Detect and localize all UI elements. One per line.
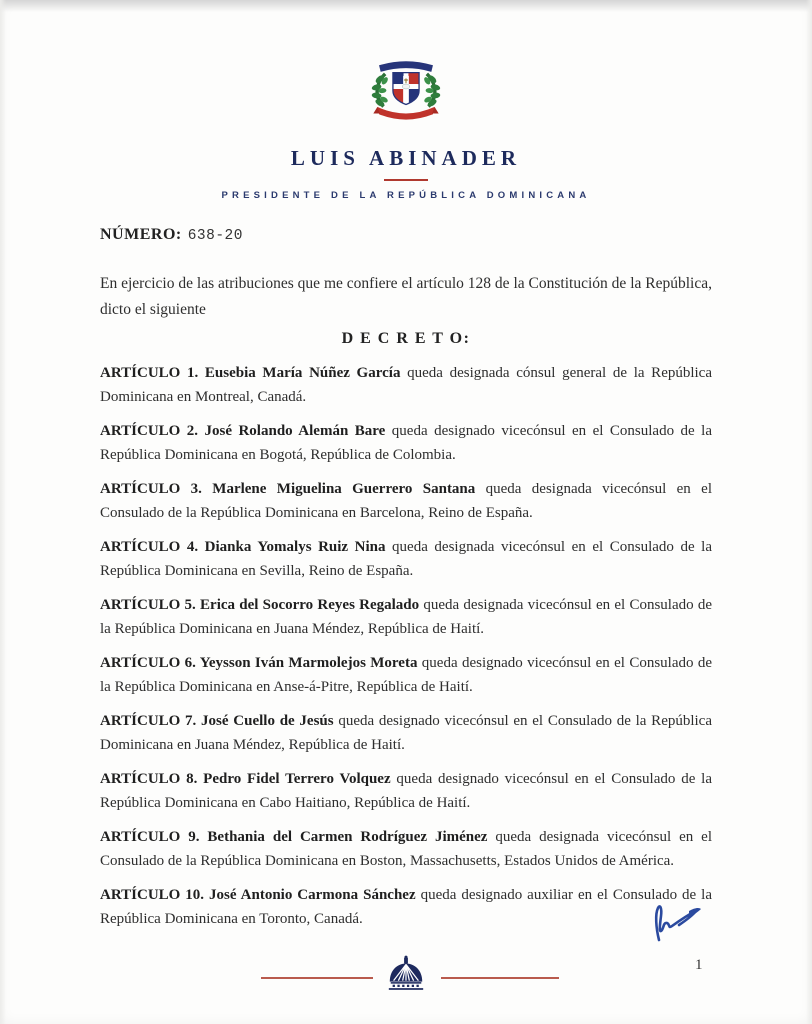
page-number: 1 [695, 957, 703, 973]
article-6 [100, 651, 712, 699]
article-9-body: queda designada vicecónsul en el Consulado de la República Dominicana en Boston, Massachusetts, Estados Unidos de América. [100, 829, 712, 869]
article-4-body: queda designada vicecónsul en el Consulado de la República Dominicana en Sevilla, Reino de España. [100, 539, 712, 579]
article-1 [100, 361, 712, 409]
decree-heading: D E C R E T O: [341, 330, 471, 347]
article-6-lead: ARTÍCULO 6. Yeysson Iván Marmolejos Moreta [100, 655, 418, 671]
president-name: LUIS ABINADER [290, 146, 522, 170]
decree-number-value: 638-20 [187, 228, 243, 244]
article-4 [100, 535, 712, 583]
president-title: PRESIDENTE DE LA REPÚBLICA DOMINICANA [221, 190, 591, 201]
footer-rule-right [441, 977, 559, 979]
scan-top-edge [0, 0, 812, 12]
signature-initials-icon [649, 896, 707, 948]
decree-number-label: NÚMERO: [100, 226, 182, 243]
decree-number [100, 226, 712, 244]
article-7-lead: ARTÍCULO 7. José Cuello de Jesús [100, 713, 334, 729]
article-1-body: queda designada cónsul general de la República Dominicana en Montreal, Canadá. [100, 365, 712, 405]
article-3-body: queda designada vicecónsul en el Consulado de la República Dominicana en Barcelona, Reino de España. [100, 481, 712, 521]
article-5-lead: ARTÍCULO 5. Erica del Socorro Reyes Regalado [100, 597, 420, 613]
scan-right-edge [806, 0, 812, 1024]
article-8-lead: ARTÍCULO 8. Pedro Fidel Terrero Volquez [100, 771, 391, 787]
article-2-lead: ARTÍCULO 2. José Rolando Alemán Bare [100, 423, 386, 439]
article-3 [100, 477, 712, 525]
article-2 [100, 419, 712, 467]
article-7-body: queda designado vicecónsul en el Consulado de la República Dominicana en Juana Méndez, República de Haití. [100, 713, 712, 753]
article-3-lead: ARTÍCULO 3. Marlene Miguelina Guerrero Santana [100, 481, 476, 497]
scan-left-edge [0, 0, 6, 1024]
article-4-lead: ARTÍCULO 4. Dianka Yomalys Ruiz Nina [100, 539, 386, 555]
article-8 [100, 767, 712, 815]
article-8-body: queda designado vicecónsul en el Consulado de la República Dominicana en Cabo Haitiano, República de Haití. [100, 771, 712, 811]
footer-rule-left [261, 977, 373, 979]
article-5 [100, 593, 712, 641]
red-divider [384, 179, 428, 181]
national-palace-dome-icon [385, 954, 427, 994]
article-5-body: queda designada vicecónsul en el Consulado de la República Dominicana en Juana Méndez, República de Haití. [100, 597, 712, 637]
article-10-body: queda designado auxiliar en el Consulado de la República Dominicana en Toronto, Canadá. [100, 887, 712, 927]
article-10-lead: ARTÍCULO 10. José Antonio Carmona Sánchez [100, 887, 416, 903]
article-10 [100, 883, 712, 931]
decree-body [0, 226, 812, 931]
decree-intro: En ejercicio de las atribuciones que me confiere el artículo 128 de la Constitución de la República, dicto el siguiente [100, 275, 712, 318]
article-9 [100, 825, 712, 873]
article-2-body: queda designado vicecónsul en el Consulado de la República Dominicana en Bogotá, República de Colombia. [100, 423, 713, 463]
letterhead [0, 0, 812, 201]
coat-of-arms-icon [357, 56, 455, 135]
article-9-lead: ARTÍCULO 9. Bethania del Carmen Rodríguez Jiménez [100, 829, 488, 845]
article-6-body: queda designado vicecónsul en el Consulado de la República Dominicana en Anse-á-Pitre, República de Haití. [100, 655, 712, 695]
article-1-lead: ARTÍCULO 1. Eusebia María Núñez García [100, 365, 401, 381]
article-7 [100, 709, 712, 757]
